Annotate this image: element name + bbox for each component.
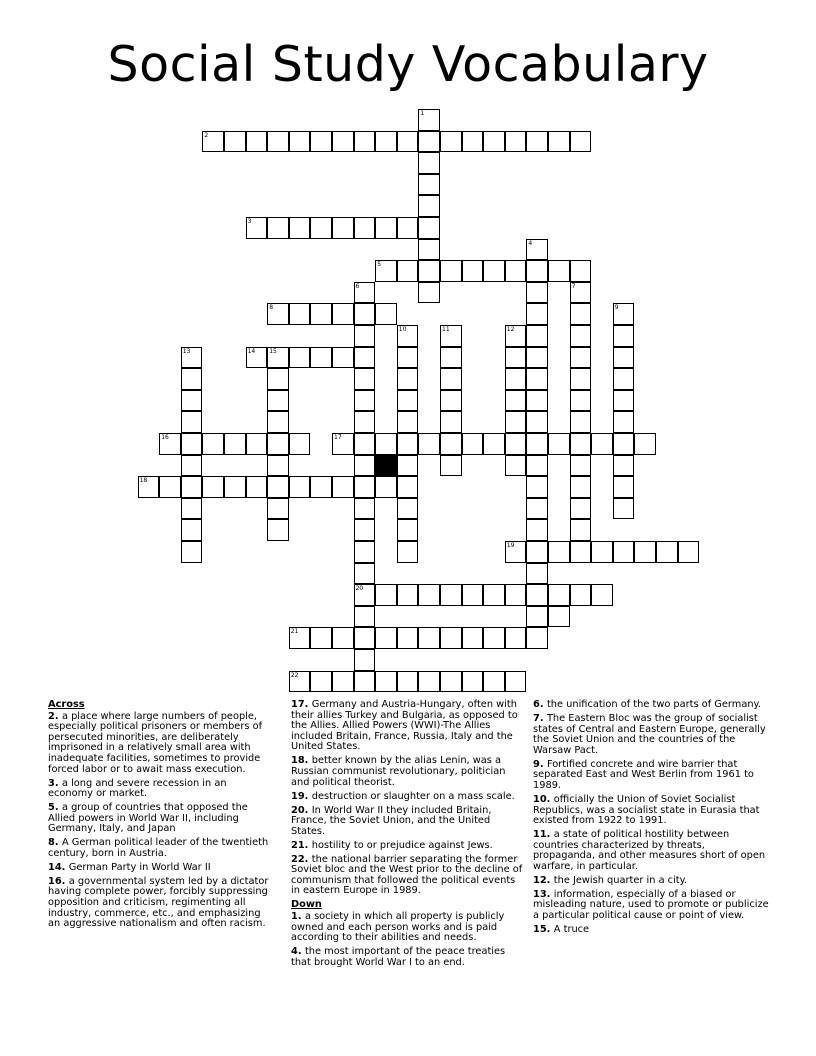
grid-cell[interactable]	[570, 433, 592, 455]
grid-cell[interactable]	[505, 584, 527, 606]
grid-cell[interactable]	[267, 476, 289, 498]
grid-cell[interactable]	[526, 390, 548, 412]
grid-cell[interactable]	[570, 390, 592, 412]
grid-cell[interactable]	[418, 260, 440, 282]
grid-cell[interactable]	[354, 606, 376, 628]
grid-cell[interactable]	[310, 627, 332, 649]
clue-text: destruction or slaughter on a mass scale.	[311, 790, 515, 802]
grid-cell[interactable]	[354, 433, 376, 455]
grid-cell[interactable]	[570, 498, 592, 520]
grid-cell[interactable]	[634, 433, 656, 455]
grid-cell[interactable]	[591, 584, 613, 606]
clue-number: 11.	[533, 829, 554, 841]
grid-cell[interactable]	[462, 433, 484, 455]
grid-cell[interactable]	[397, 627, 419, 649]
grid-cell[interactable]	[202, 476, 224, 498]
grid-cell[interactable]	[548, 433, 570, 455]
grid-cell[interactable]	[462, 584, 484, 606]
grid-cell[interactable]	[483, 671, 505, 693]
grid-cell[interactable]	[613, 455, 635, 477]
grid-cell[interactable]	[224, 433, 246, 455]
grid-cell[interactable]	[613, 433, 635, 455]
clue-text: information, especially of a biased or misleading nature, used to promote or publicize a particular political cause or point of view.	[533, 888, 769, 922]
grid-cell[interactable]	[613, 476, 635, 498]
grid-cell[interactable]	[613, 390, 635, 412]
grid-cell[interactable]	[505, 411, 527, 433]
clue-number: 15.	[533, 924, 554, 936]
grid-cell[interactable]	[397, 584, 419, 606]
across-heading: Across	[48, 699, 85, 710]
grid-cell[interactable]	[526, 433, 548, 455]
clue-item	[291, 841, 523, 852]
clue-number-label: 10	[398, 326, 407, 333]
clue-number: 17.	[291, 699, 312, 710]
grid-cell[interactable]	[354, 303, 376, 325]
grid-cell[interactable]	[310, 671, 332, 693]
grid-cell[interactable]	[570, 260, 592, 282]
clue-number: 21.	[291, 839, 312, 851]
grid-cell[interactable]	[505, 368, 527, 390]
grid-cell[interactable]	[332, 476, 354, 498]
grid-cell[interactable]	[375, 433, 397, 455]
grid-cell[interactable]	[375, 584, 397, 606]
grid-cell[interactable]	[634, 541, 656, 563]
grid-cell[interactable]	[289, 217, 311, 239]
clue-text: the Jewish quarter in a city.	[553, 874, 688, 886]
grid-cell[interactable]	[570, 455, 592, 477]
grid-cell[interactable]	[397, 347, 419, 369]
grid-cell[interactable]	[462, 260, 484, 282]
grid-cell[interactable]	[440, 368, 462, 390]
grid-cell[interactable]	[354, 390, 376, 412]
grid-cell[interactable]	[678, 541, 700, 563]
clue-text: Germany and Austria-Hungary, often with their allies Turkey and Bulgaria, as opposed to the Allies. Allied Powers (WWI)-The Allies included Britain, France, Russia, Italy and the United States.	[291, 699, 518, 753]
clue-text: Fortified concrete and wire barrier that separated East and West Berlin from 1961 to 1989.	[533, 758, 754, 791]
grid-cell[interactable]	[418, 174, 440, 196]
clue-item	[48, 877, 274, 930]
clue-column-1	[48, 700, 274, 933]
grid-cell[interactable]	[289, 433, 311, 455]
grid-cell[interactable]	[397, 498, 419, 520]
grid-cell[interactable]	[613, 347, 635, 369]
clue-item	[48, 779, 274, 800]
grid-cell[interactable]	[181, 476, 203, 498]
grid-cell[interactable]	[505, 455, 527, 477]
clue-item	[291, 855, 523, 897]
grid-cell[interactable]	[548, 260, 570, 282]
grid-cell[interactable]	[397, 217, 419, 239]
clue-number: 10.	[533, 793, 554, 805]
clue-text: officially the Union of Soviet Socialist Republics, was a socialist state in Eurasia that existed from 1922 to 1991.	[533, 793, 760, 827]
grid-cell[interactable]	[181, 411, 203, 433]
clue-number: 9.	[533, 758, 547, 770]
grid-cell[interactable]	[181, 368, 203, 390]
grid-cell[interactable]	[570, 368, 592, 390]
clue-text: the most important of the peace treaties that brought World War I to an end.	[291, 946, 506, 968]
grid-cell[interactable]	[181, 498, 203, 520]
grid-cell[interactable]	[418, 239, 440, 261]
clue-item	[48, 803, 274, 835]
clue-number: 19.	[291, 790, 312, 802]
grid-cell[interactable]	[310, 217, 332, 239]
grid-cell[interactable]	[246, 433, 268, 455]
grid-cell[interactable]	[526, 627, 548, 649]
clue-text: A German political leader of the twentieth century, born in Austria.	[48, 837, 269, 859]
grid-cell[interactable]	[310, 347, 332, 369]
grid-cell[interactable]	[397, 131, 419, 153]
clue-number: 6.	[533, 699, 547, 710]
grid-cell[interactable]	[418, 131, 440, 153]
grid-cell[interactable]	[440, 411, 462, 433]
grid-cell[interactable]	[397, 455, 419, 477]
clue-number-label: 21	[290, 628, 299, 636]
grid-cell[interactable]	[267, 433, 289, 455]
grid-cell[interactable]	[483, 627, 505, 649]
grid-cell[interactable]	[440, 584, 462, 606]
clue-number: 18.	[291, 755, 312, 767]
clue-number-label: 15	[269, 347, 277, 355]
grid-cell[interactable]	[418, 152, 440, 174]
clue-text: a place where large numbers of people, especially political prisoners or members of persecuted minorities, are deliberately imprisoned in a relatively small area with inadequate facilities, sometimes to provide forced labor or to await mass execution.	[48, 710, 263, 775]
clue-item	[533, 795, 769, 827]
grid-cell[interactable]	[613, 498, 635, 520]
clue-text: In World War II they included Britain, France, the Soviet Union, and the United States.	[291, 804, 492, 837]
grid-cell[interactable]	[483, 260, 505, 282]
clue-number-label: 20	[355, 585, 364, 593]
grid-cell[interactable]	[526, 606, 548, 628]
clue-item	[291, 756, 523, 788]
grid-cell[interactable]	[354, 671, 376, 693]
grid-cell[interactable]	[440, 347, 462, 369]
grid-cell[interactable]	[483, 584, 505, 606]
grid-cell[interactable]	[332, 627, 354, 649]
grid-cell[interactable]	[440, 131, 462, 153]
clue-item	[291, 947, 523, 968]
clue-number: 7.	[533, 712, 547, 724]
grid-cell[interactable]	[159, 476, 181, 498]
grid-cell[interactable]	[548, 541, 570, 563]
grid-cell[interactable]	[526, 325, 548, 347]
grid-cell[interactable]	[354, 131, 376, 153]
clue-number: 13.	[533, 888, 554, 900]
clue-number-label: 3	[247, 218, 252, 225]
grid-cell[interactable]	[505, 433, 527, 455]
grid-cell[interactable]	[505, 390, 527, 412]
clue-number: 16.	[48, 875, 69, 887]
grid-cell[interactable]	[505, 131, 527, 153]
grid-cell[interactable]	[656, 541, 678, 563]
grid-cell[interactable]	[289, 476, 311, 498]
clue-item	[291, 912, 523, 944]
grid-cell[interactable]	[267, 455, 289, 477]
clue-number: 20.	[291, 804, 312, 816]
grid-cell[interactable]	[570, 541, 592, 563]
grid-cell[interactable]	[375, 217, 397, 239]
clue-item	[533, 830, 769, 872]
grid-cell[interactable]	[591, 433, 613, 455]
clue-item	[291, 792, 523, 803]
grid-cell[interactable]	[440, 433, 462, 455]
clue-number-label: 2	[204, 131, 209, 139]
grid-cell[interactable]	[418, 627, 440, 649]
clue-number: 22.	[291, 853, 312, 865]
grid-cell[interactable]	[440, 390, 462, 412]
grid-cell[interactable]	[354, 411, 376, 433]
clue-number: 2.	[48, 710, 62, 722]
clue-item	[48, 712, 274, 776]
clue-item	[48, 863, 274, 874]
clue-number: 1.	[291, 911, 305, 923]
grid-cell[interactable]	[354, 649, 376, 671]
clue-number-label: 6	[355, 282, 360, 290]
clue-text: the unification of the two parts of Germany.	[546, 699, 762, 710]
grid-cell[interactable]	[418, 282, 440, 304]
grid-cell[interactable]	[354, 368, 376, 390]
grid-cell[interactable]	[267, 131, 289, 153]
grid-cell[interactable]	[332, 347, 354, 369]
clue-number: 8.	[48, 837, 62, 849]
clue-number-label: 7	[571, 282, 576, 290]
clue-number-label: 4	[528, 239, 533, 247]
grid-cell[interactable]	[354, 455, 376, 477]
grid-cell[interactable]	[548, 606, 570, 628]
grid-cell[interactable]	[526, 498, 548, 520]
clue-number-label: 22	[290, 671, 299, 679]
grid-cell[interactable]	[570, 303, 592, 325]
down-heading: Down	[291, 899, 322, 911]
shaded-cell	[375, 455, 397, 477]
grid-cell[interactable]	[397, 433, 419, 455]
grid-cell[interactable]	[526, 260, 548, 282]
grid-cell[interactable]	[526, 282, 548, 304]
clue-text: A truce	[553, 924, 590, 936]
grid-cell[interactable]	[224, 476, 246, 498]
grid-cell[interactable]	[505, 671, 527, 693]
grid-cell[interactable]	[570, 411, 592, 433]
grid-cell[interactable]	[440, 671, 462, 693]
clue-item	[533, 876, 769, 887]
grid-cell[interactable]	[289, 303, 311, 325]
grid-cell[interactable]	[613, 368, 635, 390]
clue-number-label: 12	[506, 326, 515, 333]
clue-column-2	[291, 700, 523, 972]
grid-cell[interactable]	[310, 476, 332, 498]
grid-cell[interactable]	[246, 131, 268, 153]
grid-cell[interactable]	[267, 498, 289, 520]
grid-cell[interactable]	[526, 563, 548, 585]
clue-item	[533, 760, 769, 792]
grid-cell[interactable]	[613, 411, 635, 433]
grid-cell[interactable]	[570, 519, 592, 541]
clue-text: hostility to or prejudice against Jews.	[311, 839, 493, 851]
clue-number-label: 13	[182, 347, 191, 355]
grid-cell[interactable]	[462, 627, 484, 649]
grid-cell[interactable]	[526, 303, 548, 325]
grid-cell[interactable]	[548, 131, 570, 153]
grid-cell[interactable]	[354, 498, 376, 520]
clue-number-label: 18	[139, 477, 148, 485]
grid-cell[interactable]	[289, 131, 311, 153]
grid-cell[interactable]	[267, 411, 289, 433]
grid-cell[interactable]	[354, 325, 376, 347]
grid-cell[interactable]	[267, 368, 289, 390]
grid-cell[interactable]	[613, 325, 635, 347]
clue-number-label: 5	[377, 261, 382, 269]
grid-cell[interactable]	[397, 476, 419, 498]
grid-cell[interactable]	[289, 347, 311, 369]
grid-cell[interactable]	[354, 627, 376, 649]
grid-cell[interactable]	[526, 347, 548, 369]
grid-cell[interactable]	[397, 368, 419, 390]
grid-cell[interactable]	[462, 671, 484, 693]
grid-cell[interactable]	[375, 303, 397, 325]
grid-cell[interactable]	[462, 131, 484, 153]
grid-cell[interactable]	[526, 411, 548, 433]
clue-number: 3.	[48, 777, 62, 789]
clue-item	[48, 838, 274, 859]
grid-cell[interactable]	[375, 671, 397, 693]
grid-cell[interactable]	[354, 347, 376, 369]
clue-item	[291, 700, 523, 753]
clue-number: 12.	[533, 874, 554, 886]
grid-cell[interactable]	[526, 519, 548, 541]
grid-cell[interactable]	[246, 476, 268, 498]
grid-cell[interactable]	[310, 131, 332, 153]
grid-cell[interactable]	[526, 455, 548, 477]
grid-cell[interactable]	[526, 476, 548, 498]
grid-cell[interactable]	[440, 260, 462, 282]
clue-text: better known by the alias Lenin, was a Russian communist revolutionary, politician and political theorist.	[291, 755, 506, 788]
grid-cell[interactable]	[375, 476, 397, 498]
clue-text: The Eastern Bloc was the group of socialist states of Central and Eastern Europe, generally the Soviet Union and the countries of the Warsaw Pact.	[533, 712, 766, 756]
grid-cell[interactable]	[375, 627, 397, 649]
clue-number-label: 9	[614, 304, 619, 312]
grid-cell[interactable]	[591, 541, 613, 563]
grid-cell[interactable]	[483, 131, 505, 153]
grid-cell[interactable]	[570, 131, 592, 153]
grid-cell[interactable]	[397, 519, 419, 541]
grid-cell[interactable]	[570, 476, 592, 498]
grid-cell[interactable]	[181, 541, 203, 563]
grid-cell[interactable]	[505, 347, 527, 369]
grid-cell[interactable]	[332, 303, 354, 325]
grid-cell[interactable]	[267, 390, 289, 412]
grid-cell[interactable]	[418, 217, 440, 239]
clue-number: 5.	[48, 802, 62, 814]
grid-cell[interactable]	[440, 455, 462, 477]
clue-item	[291, 806, 523, 838]
clue-text: a governmental system led by a dictator having complete power, forcibly suppressing opposition and criticism, regimenting all industry, commerce, etc., and emphasizing an aggressive nationalism and often racism.	[48, 875, 269, 930]
clue-text: a long and severe recession in an economy or market.	[48, 777, 227, 800]
clue-number-label: 16	[161, 434, 169, 441]
grid-cell[interactable]	[570, 347, 592, 369]
grid-cell[interactable]	[526, 584, 548, 606]
clue-number: 14.	[48, 861, 69, 873]
grid-cell[interactable]	[332, 217, 354, 239]
grid-cell[interactable]	[526, 368, 548, 390]
grid-cell[interactable]	[397, 541, 419, 563]
grid-cell[interactable]	[570, 325, 592, 347]
clue-item	[533, 925, 769, 936]
grid-cell[interactable]	[613, 541, 635, 563]
clue-text: a group of countries that opposed the Allied powers in World War II, including Germany, Italy, and Japan	[48, 802, 248, 835]
grid-cell[interactable]	[505, 627, 527, 649]
grid-cell[interactable]	[354, 541, 376, 563]
puzzle-title: Social Study Vocabulary	[107, 36, 709, 93]
grid-cell[interactable]	[526, 541, 548, 563]
clue-number-label: 11	[442, 326, 450, 333]
grid-cell[interactable]	[548, 584, 570, 606]
grid-cell[interactable]	[224, 131, 246, 153]
grid-cell[interactable]	[397, 671, 419, 693]
grid-cell[interactable]	[354, 519, 376, 541]
grid-cell[interactable]	[375, 131, 397, 153]
grid-cell[interactable]	[181, 433, 203, 455]
grid-cell[interactable]	[397, 390, 419, 412]
grid-cell[interactable]	[354, 476, 376, 498]
grid-cell[interactable]	[440, 627, 462, 649]
grid-cell[interactable]	[418, 671, 440, 693]
grid-cell[interactable]	[354, 217, 376, 239]
grid-cell[interactable]	[483, 433, 505, 455]
grid-cell[interactable]	[310, 303, 332, 325]
clue-text: German Party in World War II	[68, 861, 211, 873]
grid-cell[interactable]	[397, 260, 419, 282]
grid-cell[interactable]	[570, 584, 592, 606]
clue-number-label: 17	[334, 434, 342, 441]
clue-text: a society in which all property is publicly owned and each person works and is paid according to their abilities and needs.	[291, 911, 505, 944]
clue-number-label: 14	[247, 347, 256, 355]
clue-number-label: 19	[506, 542, 515, 549]
clue-number-label: 1	[420, 110, 425, 117]
grid-cell[interactable]	[397, 411, 419, 433]
grid-cell[interactable]	[418, 584, 440, 606]
grid-cell[interactable]	[267, 217, 289, 239]
clue-item	[533, 714, 769, 756]
clue-number: 4.	[291, 946, 305, 958]
grid-cell[interactable]	[526, 131, 548, 153]
grid-cell[interactable]	[202, 433, 224, 455]
grid-cell[interactable]	[505, 260, 527, 282]
grid-cell[interactable]	[181, 390, 203, 412]
clue-item	[533, 890, 769, 922]
grid-cell[interactable]	[418, 195, 440, 217]
grid-cell[interactable]	[332, 131, 354, 153]
clue-number-label: 8	[269, 304, 274, 312]
clue-text: a state of political hostility between countries characterized by threats, propaganda, and other measures short of open warfare, in particular.	[533, 829, 766, 872]
clue-item	[533, 700, 769, 711]
grid-cell[interactable]	[354, 563, 376, 585]
grid-cell[interactable]	[418, 433, 440, 455]
grid-cell[interactable]	[181, 455, 203, 477]
clue-column-3	[533, 700, 769, 939]
grid-cell[interactable]	[181, 519, 203, 541]
grid-cell[interactable]	[332, 671, 354, 693]
grid-cell[interactable]	[267, 519, 289, 541]
clue-text: the national barrier separating the former Soviet bloc and the West prior to the decline of communism that followed the political events in eastern Europe in 1989.	[291, 853, 523, 897]
